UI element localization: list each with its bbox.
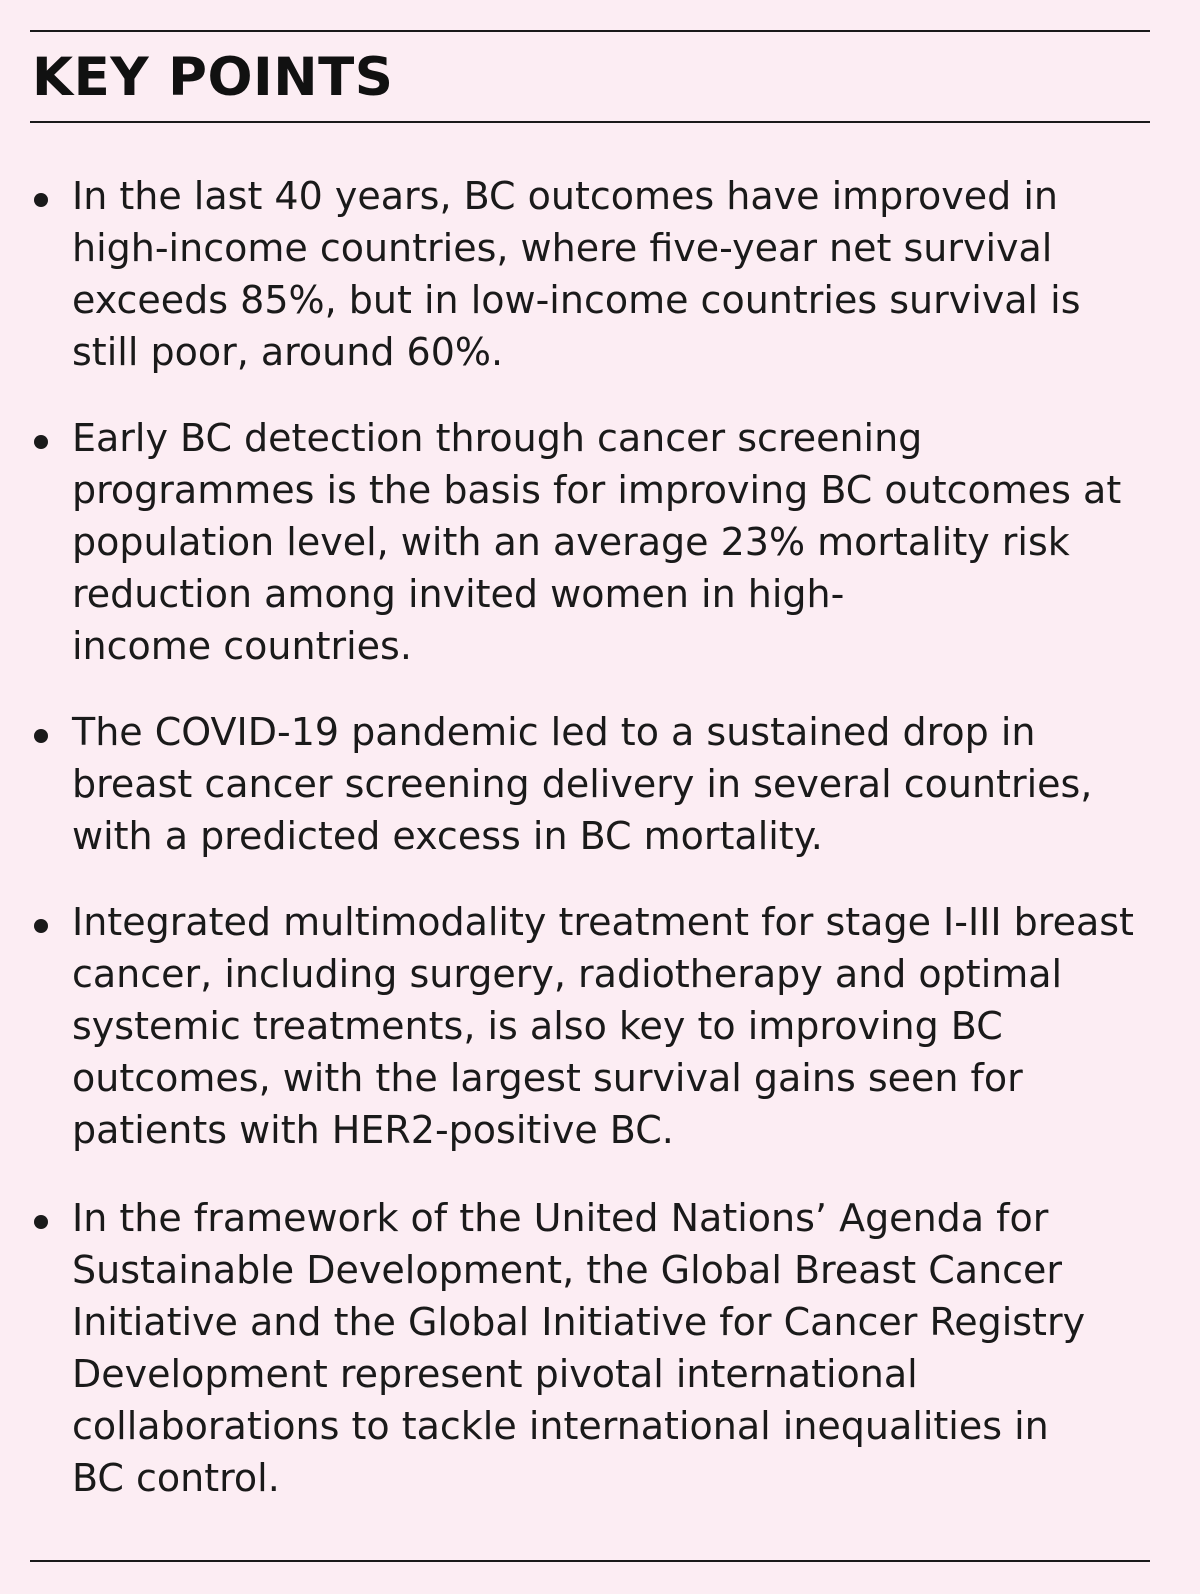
key-point-line: BC control.	[72, 1456, 280, 1500]
key-point-3	[30, 706, 1140, 862]
key-point-line: still poor, around 60%.	[72, 330, 504, 374]
key-point-line: In the last 40 years, BC outcomes have improved in	[72, 174, 1059, 218]
key-point-line: Early BC detection through cancer screening	[72, 416, 923, 460]
key-point-line: cancer, including surgery, radiotherapy and optimal	[72, 952, 1063, 996]
key-point-line: Integrated multimodality treatment for stage I-III breast	[72, 900, 1134, 944]
key-points-heading: KEY POINTS	[32, 47, 394, 108]
key-point-5	[30, 1192, 1140, 1504]
key-point-line: exceeds 85%, but in low-income countries survival is	[72, 278, 1081, 322]
heading-rule	[30, 121, 1150, 123]
key-point-line: The COVID-19 pandemic led to a sustained drop in	[72, 710, 1036, 754]
key-point-line: systemic treatments, is also key to improving BC	[72, 1004, 1003, 1048]
bullet-icon	[34, 729, 48, 743]
key-point-line: high-income countries, where five-year net survival	[72, 226, 1053, 270]
key-point-line: programmes is the basis for improving BC outcomes at	[72, 468, 1122, 512]
key-point-line: breast cancer screening delivery in several countries,	[72, 762, 1093, 806]
key-points-list	[30, 170, 1140, 1538]
bullet-icon	[34, 1215, 48, 1229]
bottom-rule	[30, 1560, 1150, 1562]
top-rule	[30, 30, 1150, 32]
key-points-box	[30, 30, 1170, 1562]
bullet-icon	[34, 435, 48, 449]
key-point-line: collaborations to tackle international inequalities in	[72, 1404, 1049, 1448]
key-point-line: reduction among invited women in high-	[72, 572, 845, 616]
key-point-line: outcomes, with the largest survival gains seen for	[72, 1056, 1023, 1100]
key-point-line: income countries.	[72, 624, 412, 668]
key-point-line: with a predicted excess in BC mortality.	[72, 814, 823, 858]
bullet-icon	[34, 193, 48, 207]
key-point-4	[30, 896, 1140, 1156]
key-point-1	[30, 170, 1140, 378]
key-point-line: population level, with an average 23% mortality risk	[72, 520, 1070, 564]
key-point-line: patients with HER2-positive BC.	[72, 1108, 674, 1152]
key-point-line: Initiative and the Global Initiative for Cancer Registry	[72, 1300, 1086, 1344]
key-point-line: Development represent pivotal international	[72, 1352, 918, 1396]
bullet-icon	[34, 919, 48, 933]
key-point-line: Sustainable Development, the Global Breast Cancer	[72, 1248, 1063, 1292]
key-point-2	[30, 412, 1140, 672]
key-point-line: In the framework of the United Nations’ Agenda for	[72, 1196, 1049, 1240]
